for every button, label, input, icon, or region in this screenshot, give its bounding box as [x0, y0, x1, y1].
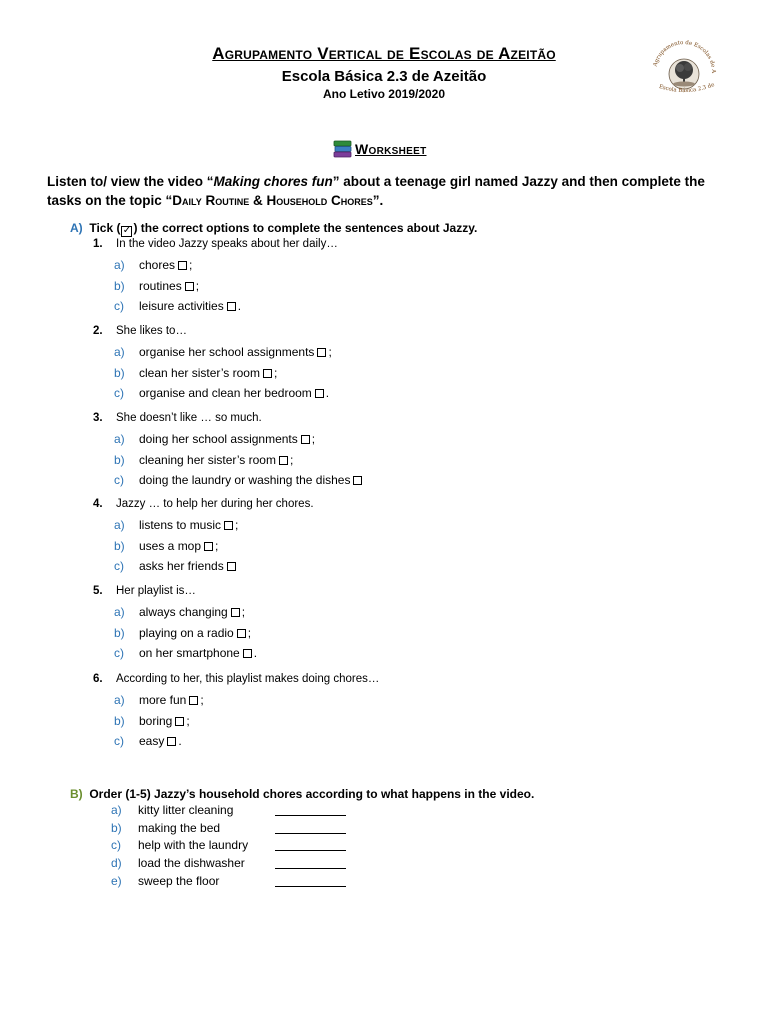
option-label: organise and clean her bedroom — [139, 386, 312, 401]
chore-letter: c) — [111, 838, 121, 852]
answer-checkbox[interactable] — [227, 562, 236, 571]
option-letter: a) — [114, 518, 125, 532]
option-label: doing the laundry or washing the dishes — [139, 473, 351, 488]
order-answer-blank[interactable] — [275, 821, 346, 834]
question-text: In the video Jazzy speaks about her daily… — [116, 238, 338, 250]
option-punctuation: ; — [189, 258, 193, 272]
option-text — [139, 518, 238, 532]
school-name: Escola Básica 2.3 de Azeitão — [281, 68, 487, 85]
instruction-text: Tick ( — [89, 221, 121, 235]
option-letter: a) — [114, 258, 125, 272]
question-number: 4. — [93, 498, 103, 510]
question-number: 2. — [93, 325, 103, 337]
instruction-text: ) the correct options to complete the sentences about Jazzy. — [133, 221, 478, 235]
option-punctuation: . — [253, 646, 258, 661]
order-answer-blank[interactable] — [275, 803, 346, 816]
option-text — [139, 386, 329, 400]
topic-name: Daily Routine & Household Chores — [172, 193, 373, 208]
answer-checkbox[interactable] — [243, 649, 252, 658]
option-letter: a) — [114, 693, 125, 707]
option-letter: c) — [114, 734, 124, 749]
answer-checkbox[interactable] — [178, 261, 187, 270]
logo-text-top: Agrupamento de Escolas de A — [652, 39, 717, 74]
option-label: leisure activities — [139, 299, 224, 314]
intro-text: ”. — [372, 193, 384, 208]
option-label: easy — [139, 734, 165, 749]
option-text — [139, 366, 277, 380]
option-label: on her smartphone — [139, 646, 240, 661]
option-letter: b) — [114, 713, 125, 728]
option-text — [139, 453, 293, 467]
order-answer-blank[interactable] — [275, 838, 346, 851]
option-label: asks her friends — [139, 559, 224, 574]
question-number: 6. — [93, 673, 103, 685]
option-punctuation: ; — [289, 452, 294, 467]
logo-text-bottom: Escola Básica 2.3 de — [658, 81, 716, 95]
chore-label: sweep the floor — [138, 874, 220, 888]
option-text — [139, 646, 257, 660]
option-letter: c) — [114, 299, 124, 314]
video-title: Making chores fun — [213, 174, 333, 189]
chore-letter: e) — [111, 874, 122, 888]
books-icon — [333, 140, 352, 158]
option-letter: b) — [114, 452, 125, 467]
option-text — [139, 473, 364, 487]
section-a-heading — [70, 220, 477, 237]
option-text — [139, 432, 315, 446]
answer-checkbox[interactable] — [175, 717, 184, 726]
question-number: 1. — [93, 238, 103, 250]
chore-letter: d) — [111, 856, 122, 870]
answer-checkbox[interactable] — [185, 282, 194, 291]
answer-checkbox[interactable] — [317, 348, 326, 357]
instruction-text: Order (1-5) Jazzy’s household chores according to what happens in the video. — [89, 787, 535, 801]
chore-label: kitty litter cleaning — [138, 803, 234, 817]
answer-checkbox[interactable] — [167, 737, 176, 746]
tick-box-icon — [121, 226, 132, 237]
chore-label: load the dishwasher — [138, 856, 245, 870]
option-letter: c) — [114, 646, 124, 661]
option-punctuation: ; — [195, 278, 200, 293]
answer-checkbox[interactable] — [263, 369, 272, 378]
option-letter: a) — [114, 345, 125, 359]
option-letter: c) — [114, 386, 124, 401]
chore-letter: b) — [111, 821, 122, 835]
question-number: 3. — [93, 412, 103, 424]
school-logo-icon — [644, 36, 724, 102]
option-label: more fun — [139, 693, 187, 707]
answer-checkbox[interactable] — [189, 696, 198, 705]
option-label: routines — [139, 278, 182, 293]
option-letter: c) — [114, 559, 124, 574]
option-punctuation: . — [325, 386, 330, 401]
intro-text: Listen to/ view the video “ — [47, 174, 214, 189]
option-letter: b) — [114, 365, 125, 380]
answer-checkbox[interactable] — [315, 389, 324, 398]
option-label: clean her sister’s room — [139, 365, 260, 380]
option-text — [139, 299, 241, 313]
option-punctuation: ; — [186, 713, 190, 728]
option-punctuation: ; — [247, 625, 252, 640]
option-text — [139, 279, 199, 293]
option-punctuation: ; — [235, 518, 239, 532]
section-letter: A) — [70, 221, 83, 235]
intro-text: ” about a teenage girl named Jazzy and then complete the tasks on the topic “ — [47, 174, 705, 208]
question-text: She doesn’t like … so much. — [116, 412, 262, 424]
answer-checkbox[interactable] — [353, 476, 362, 485]
option-text — [139, 539, 218, 553]
option-label: playing on a radio — [139, 625, 234, 640]
option-text — [139, 693, 204, 707]
option-letter: b) — [114, 278, 125, 293]
worksheet-title — [333, 140, 426, 158]
chore-label: making the bed — [138, 821, 221, 835]
option-letter: b) — [114, 625, 125, 640]
question-number: 5. — [93, 585, 103, 597]
option-text — [139, 714, 190, 728]
option-text — [139, 345, 332, 359]
option-letter: b) — [114, 538, 125, 553]
option-label: always changing — [139, 605, 228, 619]
school-year: Ano Letivo 2019/2020 — [322, 87, 446, 101]
chore-label: help with the laundry — [138, 838, 249, 852]
order-answer-blank[interactable] — [275, 856, 346, 869]
option-label: chores — [139, 258, 176, 272]
answer-checkbox[interactable] — [237, 629, 246, 638]
option-text — [139, 626, 251, 640]
option-punctuation: ; — [241, 605, 246, 619]
answer-checkbox[interactable] — [301, 435, 310, 444]
option-label: uses a mop — [139, 538, 202, 553]
option-punctuation: . — [178, 734, 182, 749]
question-text: She likes to… — [116, 325, 187, 337]
chore-letter: a) — [111, 803, 122, 817]
order-answer-blank[interactable] — [275, 874, 346, 887]
option-punctuation: ; — [328, 345, 332, 359]
option-letter: a) — [114, 605, 125, 619]
school-group-title: Agrupamento Vertical de Escolas de Azeitão — [212, 44, 556, 63]
option-text — [139, 258, 192, 272]
answer-checkbox[interactable] — [204, 542, 213, 551]
answer-checkbox[interactable] — [224, 521, 233, 530]
option-punctuation: ; — [200, 693, 204, 707]
school-logo — [644, 36, 724, 102]
question-text: According to her, this playlist makes doing chores… — [116, 673, 380, 685]
answer-checkbox[interactable] — [227, 302, 236, 311]
answer-checkbox[interactable] — [279, 456, 288, 465]
option-label: doing her school assignments — [139, 432, 298, 446]
option-text — [139, 734, 182, 748]
option-label: cleaning her sister’s room — [139, 452, 276, 467]
tick-symbol: ✓ — [122, 225, 132, 236]
worksheet-label: Worksheet — [355, 141, 427, 157]
option-text — [139, 605, 245, 619]
option-label: organise her school assignments — [139, 345, 315, 359]
option-punctuation: ; — [215, 538, 219, 553]
answer-checkbox[interactable] — [231, 608, 240, 617]
section-b-heading — [70, 786, 534, 802]
option-letter: a) — [114, 432, 125, 446]
section-letter: B) — [70, 787, 83, 801]
question-text: Jazzy … to help her during her chores. — [116, 498, 314, 510]
option-letter: c) — [114, 473, 124, 488]
option-punctuation: . — [237, 299, 242, 314]
option-label: boring — [139, 713, 173, 728]
question-text: Her playlist is… — [116, 585, 196, 597]
intro-paragraph — [47, 172, 727, 210]
option-punctuation: ; — [311, 432, 316, 446]
option-punctuation: ; — [273, 365, 278, 380]
option-label: listens to music — [139, 518, 222, 532]
option-text — [139, 559, 238, 573]
